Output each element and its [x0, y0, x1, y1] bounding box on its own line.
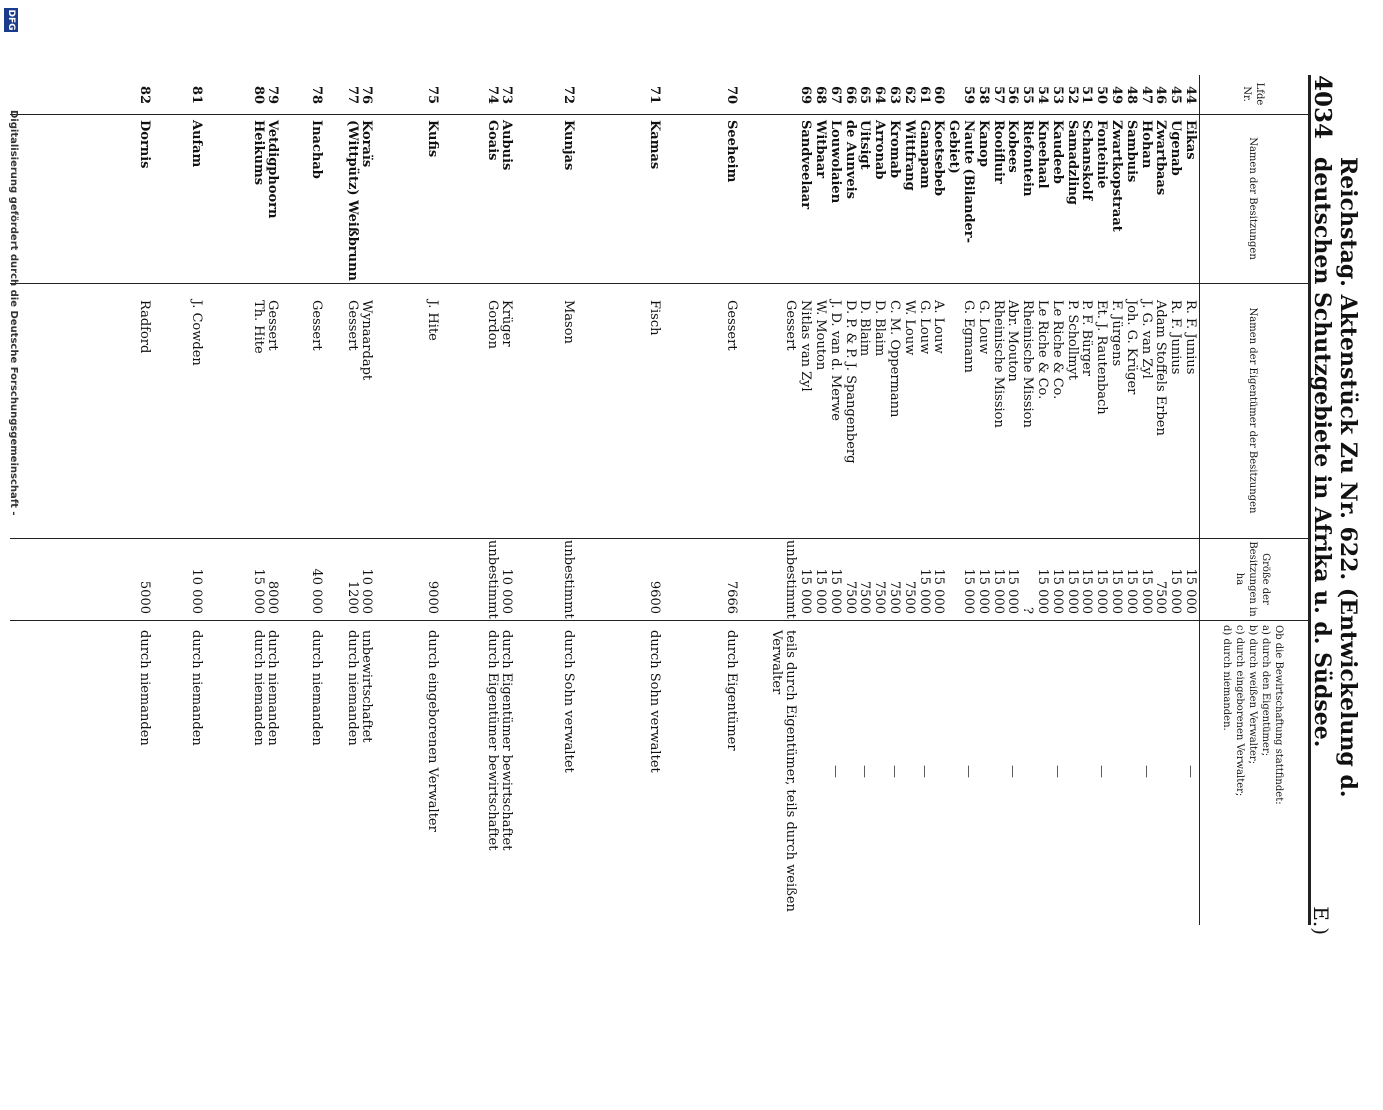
owner-name: P. Schollmyt: [1064, 300, 1080, 380]
management: durch niemanden: [189, 630, 204, 746]
area-size: 7500: [887, 580, 902, 614]
row-number: 58: [975, 85, 991, 105]
owner-name: W. Louw: [901, 300, 917, 356]
property-name: Kobees: [1005, 120, 1021, 173]
area-size: 15 000: [1094, 568, 1110, 614]
row-number: 46: [1153, 85, 1169, 105]
management: durch Eigentümer bewirtschaftet: [485, 630, 500, 851]
property-name: Ganapam: [916, 120, 932, 189]
owner-name: J. Hite: [425, 300, 440, 341]
row-number: 66: [842, 85, 858, 105]
area-size: 7500: [901, 580, 917, 614]
property-name: Uitsigt: [857, 120, 873, 170]
row-number: 47: [1138, 85, 1154, 105]
row-number: 48: [1123, 85, 1139, 105]
property-name: Kamas: [647, 120, 662, 170]
column-divider: [10, 538, 1310, 539]
owner-name: J. G. van Zyl: [1138, 300, 1154, 379]
area-size: 7500: [872, 580, 888, 614]
owner-name: Gordon: [485, 300, 500, 349]
property-name: Fonteinie: [1094, 120, 1110, 189]
area-size: 7500: [1153, 580, 1169, 614]
area-size: 7500: [842, 580, 858, 614]
property-name: Schanskolf: [1079, 120, 1095, 201]
owner-name: Mason: [561, 300, 576, 344]
area-size: unbestimmt: [485, 540, 500, 619]
header-use-option: d) durch niemanden.: [1221, 625, 1233, 731]
management: durch niemanden: [345, 630, 360, 746]
row-number: 63: [887, 85, 902, 105]
area-size: 15 000: [827, 568, 843, 614]
header-size: Größe der Besitzungen in ha: [1234, 541, 1272, 617]
row-number: 60: [931, 85, 947, 105]
owner-name: Fisch: [647, 300, 662, 336]
header-owner: Namen der Eigentümer der Besitzungen: [1247, 307, 1259, 514]
owner-name: Rheinische Mission: [1020, 300, 1036, 428]
row-number: 76: [359, 85, 374, 105]
property-name: Kromab: [887, 120, 902, 179]
owner-name: Nitlas van Zyl: [798, 300, 814, 392]
management: durch Eigentümer bewirtschaftet: [499, 630, 514, 851]
property-name: Koraïs: [359, 120, 374, 168]
area-size: 7500: [857, 580, 873, 614]
management: unbewirtschaftet: [359, 630, 374, 743]
property-name: Kunjas: [561, 120, 576, 171]
area-size: ?: [1020, 607, 1036, 614]
owner-name: G. Louw: [975, 300, 991, 355]
property-name: Naute (Bilander-: [961, 120, 976, 244]
area-size: 15 000: [1123, 568, 1139, 614]
owner-name: Gessert: [265, 300, 280, 351]
table-header-rule: [1199, 75, 1200, 925]
row-number: 55: [1020, 85, 1036, 105]
row-number: 71: [647, 85, 662, 105]
property-name: Zwartbaas: [1153, 120, 1169, 196]
owner-name: Krüger: [499, 300, 514, 347]
management: durch Eigentümer: [724, 630, 739, 751]
header-name: Namen der Besitzungen: [1247, 137, 1259, 260]
owner-name: G. Louw: [916, 300, 932, 355]
owner-name: J. D. van d. Merwe: [827, 300, 843, 421]
row-number: 61: [916, 85, 932, 105]
row-number: 81: [189, 85, 204, 105]
row-number: 64: [872, 85, 888, 105]
property-name: Inachab: [309, 120, 324, 179]
area-size: 5000: [137, 580, 152, 614]
dash-mark: —: [1183, 765, 1198, 778]
row-number: 70: [724, 85, 739, 105]
page-header: [1309, 75, 1373, 935]
footer-credit: Digitalisierung gefördert durch die Deutsche Forschungsgemeinschaft -: [8, 110, 19, 516]
property-name: Koetsebeb: [931, 120, 947, 197]
owner-name: Et. J. Rautenbach: [1094, 300, 1110, 415]
owner-name: W. Mouton: [813, 300, 828, 371]
area-size: 15 000: [1035, 568, 1050, 614]
area-size: 15 000: [1049, 568, 1065, 614]
page-number: 4034: [1309, 75, 1336, 140]
area-size: 8000: [265, 580, 280, 614]
area-size: 15 000: [1138, 568, 1154, 614]
owner-name: Wynaardapt: [359, 300, 374, 381]
owner-name: Abr. Mouton: [1005, 300, 1021, 382]
row-number: 78: [309, 85, 324, 105]
area-size: 10 000: [359, 568, 374, 614]
area-size: 15 000: [251, 568, 266, 614]
management: durch niemanden: [251, 630, 266, 746]
property-name: Hohan: [1138, 120, 1154, 169]
area-size: 15 000: [1183, 568, 1198, 614]
owner-name: J. Cowden: [189, 300, 204, 366]
row-number: 69: [798, 85, 814, 105]
area-size: 10 000: [189, 568, 204, 614]
property-name: Zwartkopstraat: [1109, 120, 1124, 232]
area-size: 15 000: [975, 568, 991, 614]
dash-mark: —: [1049, 765, 1065, 778]
property-name: Samadzling: [1064, 120, 1080, 205]
header-use-option: c) durch eingeborenen Verwalter;: [1234, 625, 1246, 797]
property-name: Kanop: [975, 120, 991, 167]
dash-mark: —: [1094, 765, 1110, 778]
row-number: 73: [499, 85, 514, 105]
owner-name: Radford: [137, 300, 152, 354]
row-number: 75: [425, 85, 440, 105]
row-number: 57: [990, 85, 1006, 105]
property-name: Wittfrang: [901, 120, 917, 191]
dash-mark: —: [827, 765, 843, 778]
owner-name: C. M. Oppermann: [887, 300, 902, 418]
dash-mark: —: [916, 765, 932, 778]
property-name: Seeheim: [724, 120, 739, 183]
area-size: unbestimmt: [561, 540, 576, 619]
dash-mark: —: [1005, 765, 1021, 778]
owner-name: F. Jürgens: [1109, 300, 1124, 367]
table-top-rule: [1308, 75, 1311, 925]
area-size: 15 000: [813, 568, 828, 614]
area-size: 15 000: [1064, 568, 1080, 614]
header-use-option: a) durch den Eigentümer;: [1260, 625, 1272, 757]
property-name: Kneehaal: [1035, 120, 1050, 189]
row-number: 51: [1079, 85, 1095, 105]
area-size: 10 000: [499, 568, 514, 614]
row-number: 77: [345, 85, 360, 105]
header-use: [1203, 621, 1303, 925]
area-size: 15 000: [1168, 568, 1184, 614]
row-number: 67: [827, 85, 843, 105]
property-name: Dornis: [137, 120, 152, 169]
row-number: 44: [1183, 85, 1198, 105]
management: durch niemanden: [309, 630, 324, 746]
owner-name: Le Riche & Co.: [1035, 300, 1050, 400]
area-size: 7666: [724, 580, 739, 614]
dfg-logo: DFG: [6, 9, 16, 31]
area-size: 15 000: [961, 568, 976, 614]
property-name: Sandveelaar: [798, 120, 814, 210]
owner-name: Gessert: [309, 300, 324, 351]
property-name: Witbaar: [813, 120, 828, 179]
row-number: 80: [251, 85, 266, 105]
row-number: 79: [265, 85, 280, 105]
owner-name: Rheinische Mission: [990, 300, 1006, 428]
owner-name: D. P. & P. J. Spangenberg: [842, 300, 858, 464]
dash-mark: —: [961, 765, 976, 778]
property-name: Kufis: [425, 120, 440, 158]
management: durch eingeborenen Verwalter: [425, 630, 440, 832]
area-size: 9000: [425, 580, 440, 614]
property-name: Riefontein: [1020, 120, 1036, 197]
column-divider: [10, 283, 1310, 284]
row-number: 56: [1005, 85, 1021, 105]
use-note: teils durch Eigentümer, teils durch weißen Verwalter: [768, 630, 799, 912]
row-number: 52: [1064, 85, 1080, 105]
area-size: 15 000: [931, 568, 947, 614]
property-name: Heikums: [251, 120, 266, 186]
property-name: Aubuis: [499, 120, 514, 171]
area-size: 15 000: [1005, 568, 1021, 614]
header-nr: Lfde Nr.: [1241, 82, 1265, 106]
area-size: 1200: [345, 580, 360, 614]
owner-name: G. Egmann: [961, 300, 976, 373]
owner-name: Joh. G. Krüger: [1123, 300, 1139, 395]
row-number: 50: [1094, 85, 1110, 105]
owner-name: Gessert: [783, 300, 799, 351]
property-name: Vetdigphoorn: [265, 120, 280, 219]
area-size: unbestimmt: [783, 540, 799, 619]
owner-name: Le Riche & Co.: [1049, 300, 1065, 400]
row-number: 74: [485, 85, 500, 105]
property-name: Gebiet): [946, 120, 962, 174]
header-use-title: Ob die Bewirtschaftung stattfindet:: [1273, 625, 1285, 805]
management: durch niemanden: [137, 630, 152, 746]
owner-name: A. Louw: [931, 300, 947, 354]
owner-name: D. Blaim: [872, 300, 888, 357]
row-number: 82: [137, 85, 152, 105]
row-number: 72: [561, 85, 576, 105]
property-name: Louwolaien: [827, 120, 843, 204]
owner-name: Gessert: [345, 300, 360, 351]
row-number: 59: [961, 85, 976, 105]
row-number: 65: [857, 85, 873, 105]
row-number: 62: [901, 85, 917, 105]
property-name: Rooifluir: [990, 120, 1006, 184]
property-name: Sambuis: [1123, 120, 1139, 183]
property-name: Arronab: [872, 120, 888, 180]
property-name: Goais: [485, 120, 500, 161]
management: durch Sohn verwaltet: [561, 630, 576, 773]
area-size: 15 000: [798, 568, 814, 614]
area-size: 40 000: [309, 568, 324, 614]
row-number: 49: [1109, 85, 1124, 105]
row-number: 54: [1035, 85, 1050, 105]
area-size: 15 000: [1109, 568, 1124, 614]
row-number: 53: [1049, 85, 1065, 105]
property-name: de Aunveis: [842, 120, 858, 199]
management: durch Sohn verwaltet: [647, 630, 662, 773]
owner-name: Adam Stoffels Erben: [1153, 300, 1169, 436]
owner-name: R. F. Junius: [1183, 300, 1198, 375]
owner-name: Gessert: [724, 300, 739, 351]
header-use-option: b) durch weißen Verwalter;: [1247, 625, 1259, 765]
dash-mark: —: [1138, 765, 1154, 778]
dash-mark: —: [857, 765, 873, 778]
owner-name: D. Blaim: [857, 300, 873, 357]
section-mark: E.): [1309, 906, 1333, 935]
property-name: (Wittpütz) Weißbrunn: [345, 120, 360, 281]
dash-mark: —: [887, 765, 902, 778]
row-number: 68: [813, 85, 828, 105]
property-name: Ugenab: [1168, 120, 1184, 176]
area-size: 15 000: [990, 568, 1006, 614]
area-size: 9600: [647, 580, 662, 614]
owner-name: Th. Hite: [251, 300, 266, 354]
owner-name: R. F. Junius: [1168, 300, 1184, 375]
property-name: Eikas: [1183, 120, 1198, 160]
property-name: Aufam: [189, 120, 204, 168]
area-size: 15 000: [1079, 568, 1095, 614]
page-title: Reichstag. Aktenstück Zu Nr. 622. (Entwickelung d. deutschen Schutzgebiete in Afrika u. d. Südsee.: [1309, 157, 1361, 798]
row-number: 45: [1168, 85, 1184, 105]
column-divider: [10, 620, 1310, 621]
management: durch niemanden: [265, 630, 280, 746]
area-size: 15 000: [916, 568, 932, 614]
property-name: Kaudeeb: [1049, 120, 1065, 184]
owner-name: P. F. Bürger: [1079, 300, 1095, 377]
